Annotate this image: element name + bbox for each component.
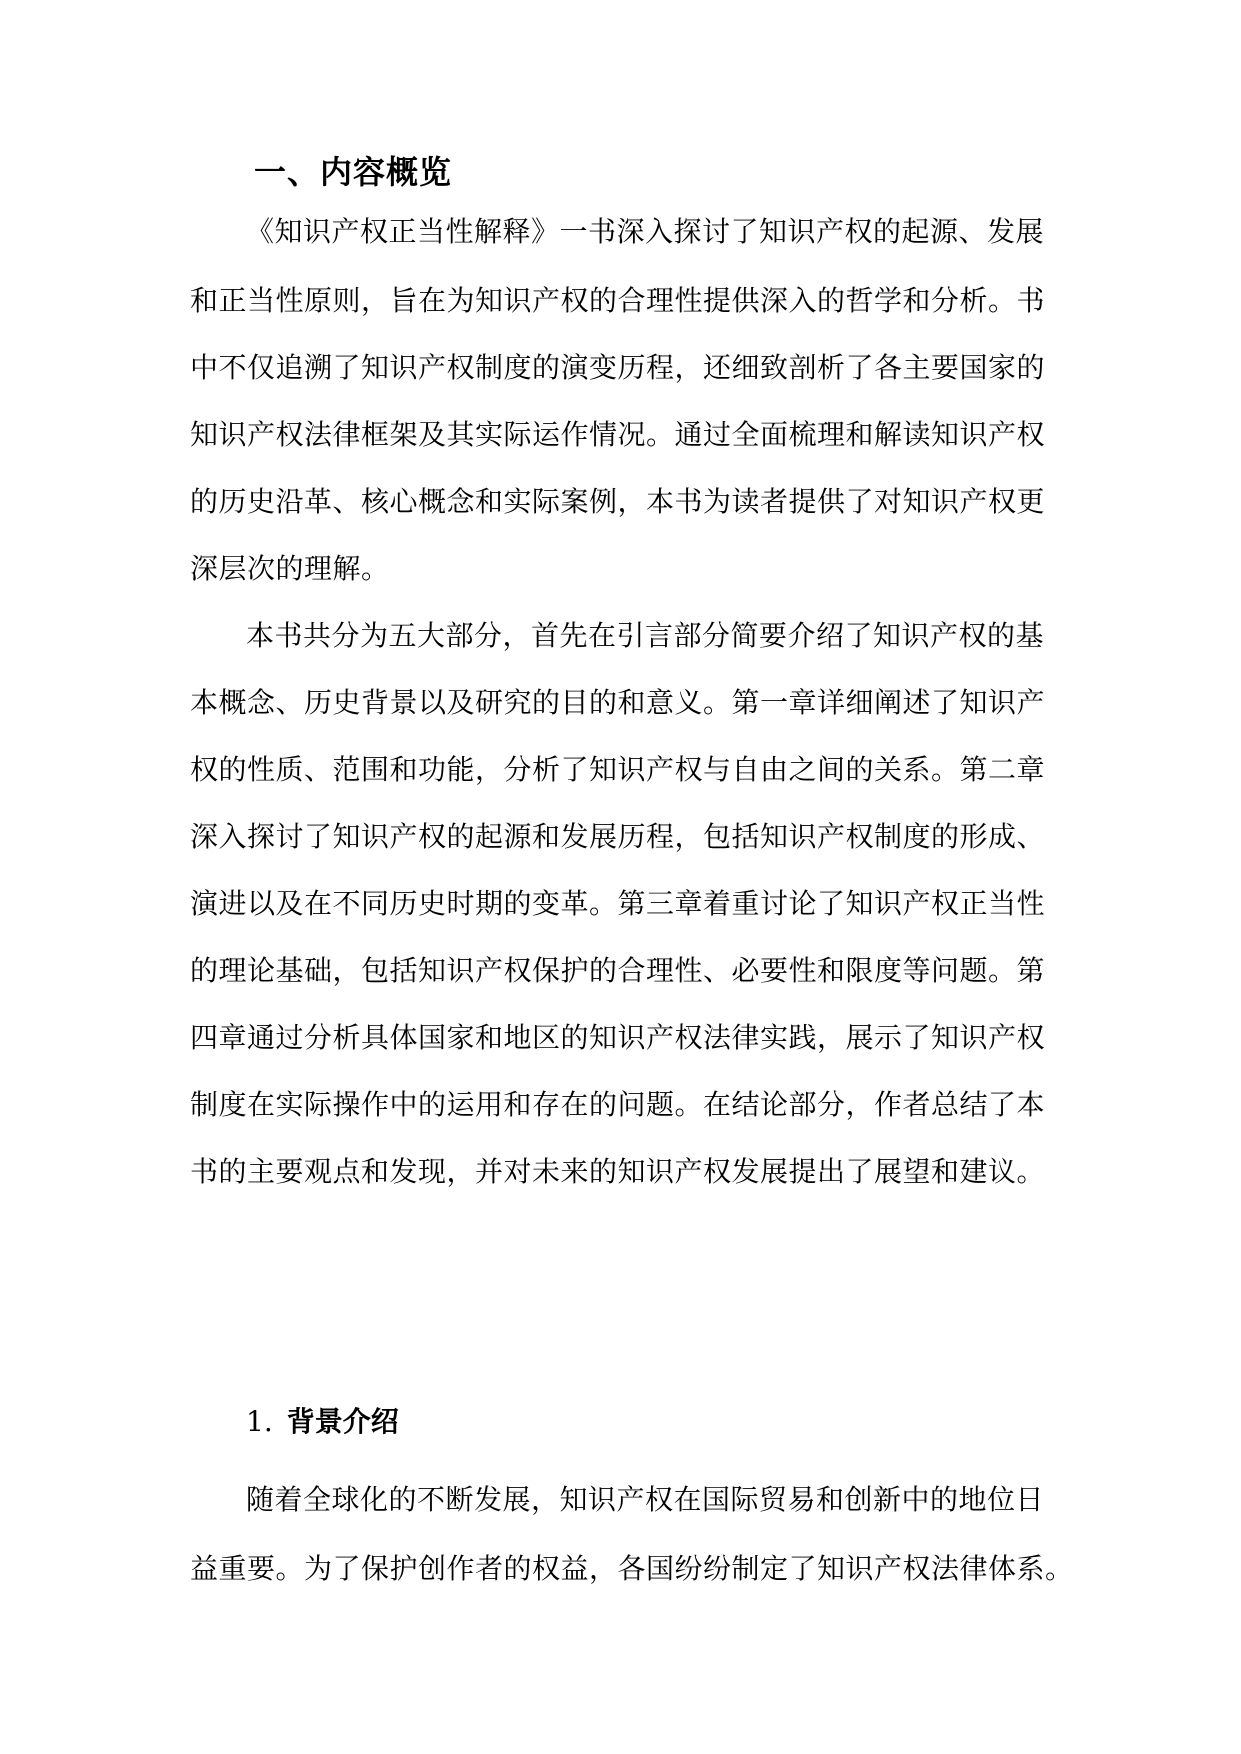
paragraph-2-line-4: 深入探讨了知识产权的起源和发展历程，包括知识产权制度的形成、 (190, 820, 1046, 853)
paragraph-2-line-3: 权的性质、范围和功能，分析了知识产权与自由之间的关系。第二章 (190, 753, 1046, 786)
paragraph-2-line-9: 书的主要观点和发现，并对未来的知识产权发展提出了展望和建议。 (190, 1155, 1046, 1188)
subsection-number: 1. (246, 1405, 273, 1438)
paragraph-2-line-7: 四章通过分析具体国家和地区的知识产权法律实践，展示了知识产权 (190, 1021, 1046, 1054)
section-heading: 一、内容概览 (254, 153, 453, 191)
paragraph-1-line-3: 中不仅追溯了知识产权制度的演变历程，还细致剖析了各主要国家的 (190, 351, 1046, 384)
paragraph-2-line-1: 本书共分为五大部分，首先在引言部分简要介绍了知识产权的基 (246, 619, 1045, 652)
paragraph-2-line-5: 演进以及在不同历史时期的变革。第三章着重讨论了知识产权正当性 (190, 887, 1046, 920)
paragraph-1-line-5: 的历史沿革、核心概念和实际案例，本书为读者提供了对知识产权更 (190, 485, 1046, 518)
subsection-paragraph-line-1: 随着全球化的不断发展，知识产权在国际贸易和创新中的地位日 (246, 1483, 1045, 1516)
paragraph-1-line-4: 知识产权法律框架及其实际运作情况。通过全面梳理和解读知识产权 (190, 418, 1046, 451)
subsection-title: 背景介绍 (286, 1405, 399, 1438)
paragraph-2-line-6: 的理论基础，包括知识产权保护的合理性、必要性和限度等问题。第 (190, 954, 1046, 987)
paragraph-1-line-1: 《知识产权正当性解释》一书深入探讨了知识产权的起源、发展 (246, 215, 1045, 248)
paragraph-2-line-8: 制度在实际操作中的运用和存在的问题。在结论部分，作者总结了本 (190, 1088, 1046, 1121)
subsection-paragraph-line-2: 益重要。为了保护创作者的权益，各国纷纷制定了知识产权法律体系。 (190, 1552, 1074, 1585)
paragraph-1-line-6: 深层次的理解。 (190, 552, 390, 585)
paragraph-1-line-2: 和正当性原则，旨在为知识产权的合理性提供深入的哲学和分析。书 (190, 284, 1046, 317)
subsection-heading (246, 1402, 399, 1442)
paragraph-2-line-2: 本概念、历史背景以及研究的目的和意义。第一章详细阐述了知识产 (190, 686, 1046, 719)
